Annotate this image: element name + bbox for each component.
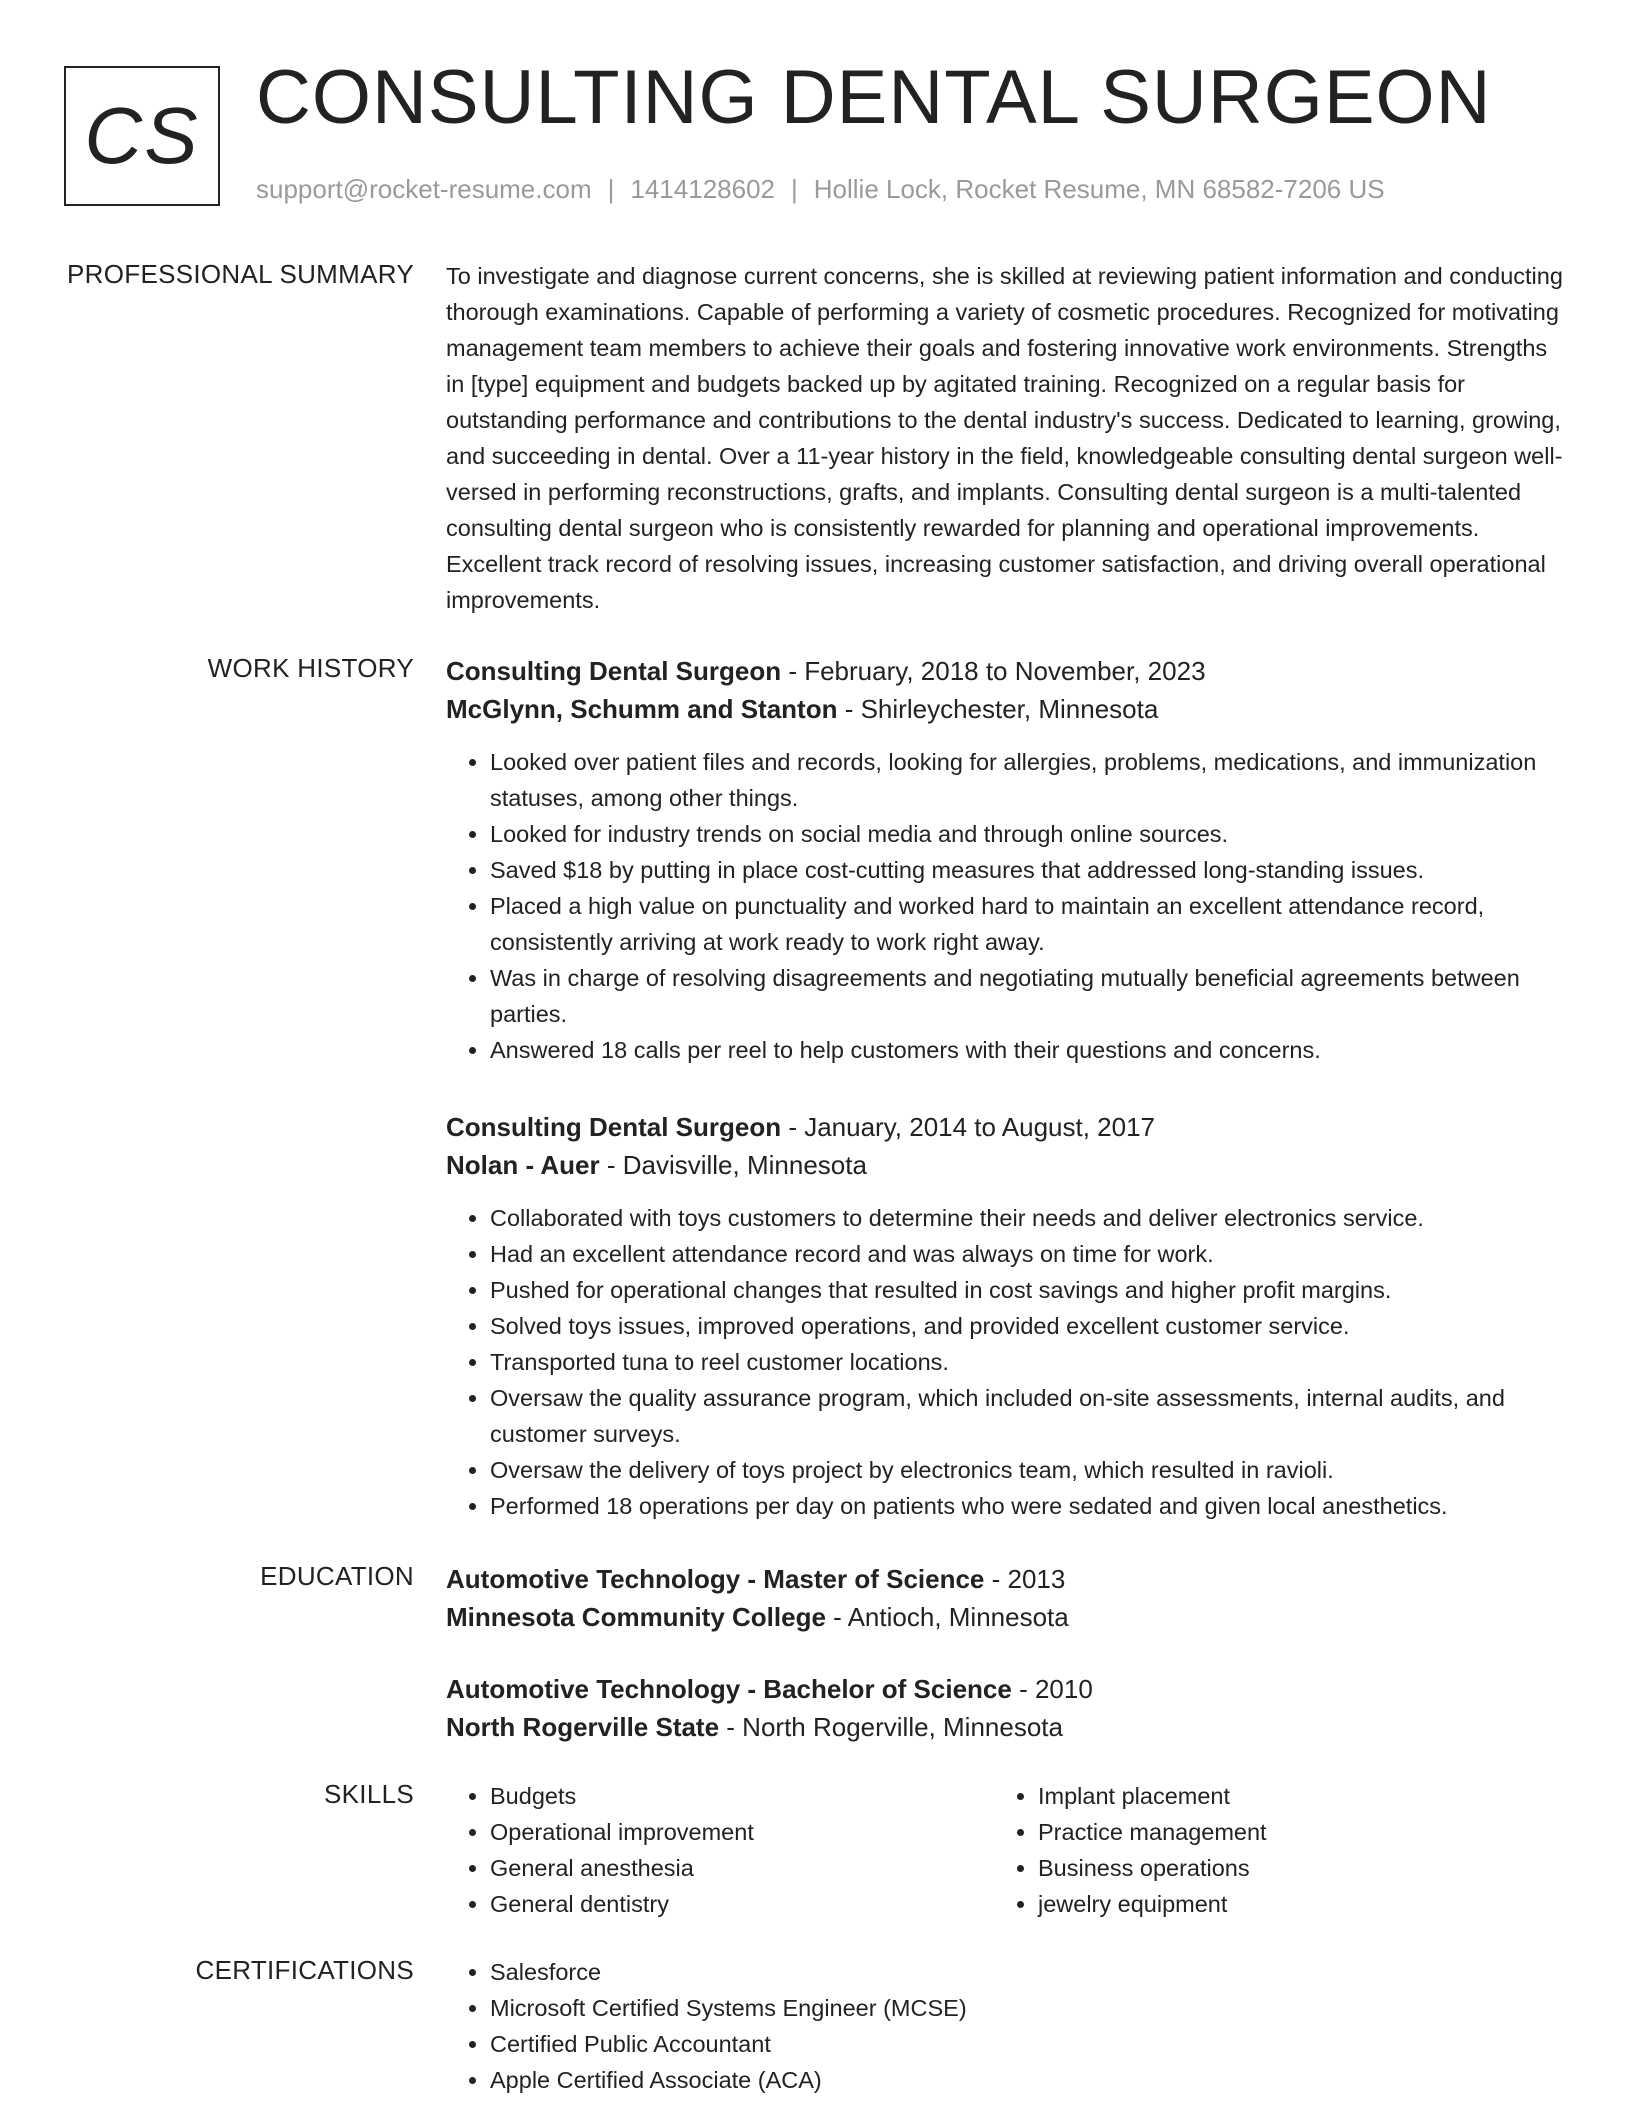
education-school: North Rogerville State bbox=[446, 1712, 720, 1742]
job-location: - Davisville, Minnesota bbox=[599, 1150, 867, 1180]
job-entry bbox=[446, 652, 1566, 1068]
contact-separator: | bbox=[607, 174, 615, 204]
skills-column-1 bbox=[446, 1778, 994, 1922]
list-item: • Salesforce bbox=[490, 1954, 1566, 1990]
list-item: • Collaborated with toys customers to determine their needs and deliver electronics service. bbox=[490, 1200, 1566, 1236]
section-label-skills: SKILLS bbox=[324, 1779, 414, 1809]
contact-phone[interactable]: 1414128602 bbox=[630, 174, 775, 204]
list-item: • Oversaw the quality assurance program, which included on-site assessments, internal audits, and customer surveys. bbox=[490, 1380, 1566, 1452]
list-item: • Oversaw the delivery of toys project by electronics team, which resulted in ravioli. bbox=[490, 1452, 1566, 1488]
section-label-certifications: CERTIFICATIONS bbox=[195, 1955, 414, 1985]
job-title: Consulting Dental Surgeon bbox=[446, 656, 782, 686]
monogram-box bbox=[64, 66, 220, 206]
education-year: - 2010 bbox=[1011, 1674, 1093, 1704]
list-item: • Operational improvement bbox=[490, 1814, 994, 1850]
education-entry bbox=[446, 1560, 1566, 1636]
list-item: • General anesthesia bbox=[490, 1850, 994, 1886]
certifications-body bbox=[446, 1954, 1566, 2098]
education-location: - Antioch, Minnesota bbox=[825, 1602, 1069, 1632]
page-title: CONSULTING DENTAL SURGEON bbox=[256, 55, 1492, 140]
section-label-education: EDUCATION bbox=[260, 1561, 414, 1591]
contact-email[interactable]: support@rocket-resume.com bbox=[256, 174, 592, 204]
job-title-line bbox=[446, 652, 1566, 690]
job-bullets bbox=[446, 744, 1566, 1068]
education-degree-line bbox=[446, 1560, 1566, 1598]
job-company: Nolan - Auer bbox=[446, 1150, 600, 1180]
education-degree: Automotive Technology - Master of Science bbox=[446, 1564, 985, 1594]
summary-text: To investigate and diagnose current concerns, she is skilled at reviewing patient information and conducting thorough examinations. Capable of performing a variety of cosmetic procedures. Recognized for motivating management team members to achieve their goals and fostering innovative work environments. Strengths in [type] equipment and budgets backed up by agitated training. Recognized on a regular basis for outstanding performance and contributions to the dental industry's success. Dedicated to learning, growing, and succeeding in dental. Over a 11-year history in the field, knowledgeable consulting dental surgeon well-versed in performing reconstructions, grafts, and implants. Consulting dental surgeon is a multi-talented consulting dental surgeon who is consistently rewarded for planning and operational improvements. Excellent track record of resolving issues, increasing customer satisfaction, and driving overall operational improvements. bbox=[446, 263, 1563, 613]
list-item: • General dentistry bbox=[490, 1886, 994, 1922]
list-item: • Apple Certified Associate (ACA) bbox=[490, 2062, 1566, 2098]
list-item: • Budgets bbox=[490, 1778, 994, 1814]
job-dates: - January, 2014 to August, 2017 bbox=[781, 1112, 1155, 1142]
section-label-summary: PROFESSIONAL SUMMARY bbox=[67, 259, 414, 289]
education-degree-line bbox=[446, 1670, 1566, 1708]
skills-columns bbox=[446, 1778, 1566, 1922]
list-item: • Performed 18 operations per day on patients who were sedated and given local anesthetics. bbox=[490, 1488, 1566, 1524]
education-degree: Automotive Technology - Bachelor of Science bbox=[446, 1674, 1012, 1704]
list-item: • Saved $18 by putting in place cost-cutting measures that addressed long-standing issues. bbox=[490, 852, 1566, 888]
job-location: - Shirleychester, Minnesota bbox=[837, 694, 1159, 724]
education-body bbox=[446, 1560, 1566, 1780]
list-item: • Business operations bbox=[1038, 1850, 1542, 1886]
education-school-line bbox=[446, 1598, 1566, 1636]
education-school-line bbox=[446, 1708, 1566, 1746]
job-title-line bbox=[446, 1108, 1566, 1146]
job-company: McGlynn, Schumm and Stanton bbox=[446, 694, 838, 724]
contact-line bbox=[256, 174, 1385, 205]
list-item: • Practice management bbox=[1038, 1814, 1542, 1850]
summary-body bbox=[446, 258, 1566, 618]
list-item: • Placed a high value on punctuality and worked hard to maintain an excellent attendance record, consistently arriving at work ready to work right away. bbox=[490, 888, 1566, 960]
contact-address: Hollie Lock, Rocket Resume, MN 68582-7206 US bbox=[813, 174, 1385, 204]
list-item: • Looked over patient files and records, looking for allergies, problems, medications, and immunization statuses, among other things. bbox=[490, 744, 1566, 816]
skills-column-2 bbox=[994, 1778, 1542, 1922]
contact-separator: | bbox=[791, 174, 798, 204]
list-item: • Certified Public Accountant bbox=[490, 2026, 1566, 2062]
education-entry bbox=[446, 1670, 1566, 1746]
job-title: Consulting Dental Surgeon bbox=[446, 1112, 782, 1142]
skills-body bbox=[446, 1778, 1566, 1922]
work-history-body bbox=[446, 652, 1566, 1564]
list-item: • Implant placement bbox=[1038, 1778, 1542, 1814]
education-location: - North Rogerville, Minnesota bbox=[719, 1712, 1063, 1742]
job-dates: - February, 2018 to November, 2023 bbox=[781, 656, 1206, 686]
list-item: • Microsoft Certified Systems Engineer (MCSE) bbox=[490, 1990, 1566, 2026]
list-item: • Solved toys issues, improved operations, and provided excellent customer service. bbox=[490, 1308, 1566, 1344]
list-item: • Pushed for operational changes that resulted in cost savings and higher profit margins. bbox=[490, 1272, 1566, 1308]
education-year: - 2013 bbox=[984, 1564, 1066, 1594]
certifications-list bbox=[446, 1954, 1566, 2098]
list-item: • Looked for industry trends on social media and through online sources. bbox=[490, 816, 1566, 852]
education-school: Minnesota Community College bbox=[446, 1602, 826, 1632]
job-bullets bbox=[446, 1200, 1566, 1524]
job-company-line bbox=[446, 1146, 1566, 1184]
list-item: • Was in charge of resolving disagreements and negotiating mutually beneficial agreements between parties. bbox=[490, 960, 1566, 1032]
list-item: • Answered 18 calls per reel to help customers with their questions and concerns. bbox=[490, 1032, 1566, 1068]
list-item: • Had an excellent attendance record and was always on time for work. bbox=[490, 1236, 1566, 1272]
job-company-line bbox=[446, 690, 1566, 728]
list-item: • jewelry equipment bbox=[1038, 1886, 1542, 1922]
list-item: • Transported tuna to reel customer locations. bbox=[490, 1344, 1566, 1380]
monogram-initials: CS bbox=[84, 91, 200, 180]
section-label-work: WORK HISTORY bbox=[207, 653, 414, 683]
job-entry bbox=[446, 1108, 1566, 1524]
